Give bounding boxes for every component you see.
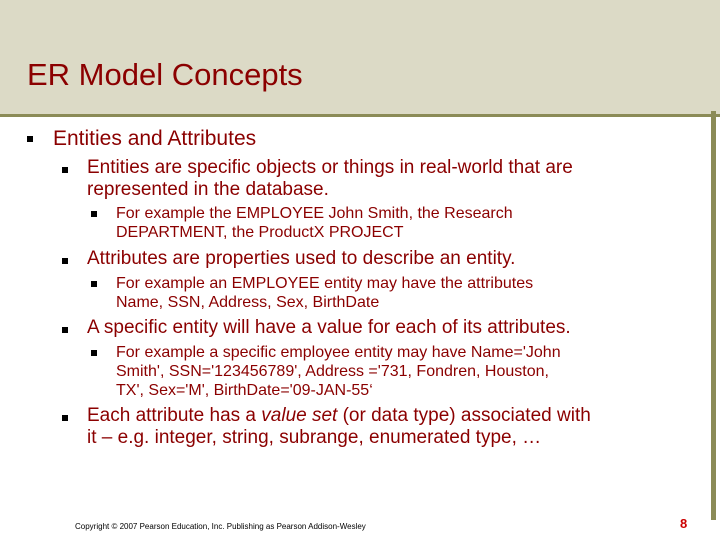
title-divider xyxy=(0,114,720,117)
side-accent-bar xyxy=(711,111,716,520)
bullet-example-attributes-line1: For example an EMPLOYEE entity may have the attributes xyxy=(116,275,534,292)
bullet-marker xyxy=(62,258,68,264)
value-set-emphasis: value set xyxy=(261,405,338,426)
bullet-marker xyxy=(91,281,97,287)
bullet-marker xyxy=(91,211,97,217)
bullet-marker xyxy=(62,415,68,421)
bullet-marker xyxy=(62,327,68,333)
page-number: 8 xyxy=(680,516,688,531)
bullet-specific-entity: A specific entity will have a value for each of its attributes. xyxy=(87,317,571,338)
bullet-entities-line2: represented in the database. xyxy=(87,179,329,200)
bullet-example-employee-line2: DEPARTMENT, the ProductX PROJECT xyxy=(116,224,404,241)
value-set-text-part2: (or data type) associated with xyxy=(337,405,591,426)
bullet-value-set-line1 xyxy=(87,405,591,427)
bullet-attributes: Attributes are properties used to describe an entity. xyxy=(87,248,516,269)
copyright-footer: Copyright © 2007 Pearson Education, Inc. Publishing as Pearson Addison-Wesley xyxy=(75,522,366,531)
bullet-entities-attributes: Entities and Attributes xyxy=(53,127,257,150)
bullet-example-values-line2: Smith', SSN='123456789', Address ='731, Fondren, Houston, xyxy=(116,363,549,380)
bullet-example-values-line1: For example a specific employee entity may have Name='John xyxy=(116,344,561,361)
bullet-example-employee-line1: For example the EMPLOYEE John Smith, the Research xyxy=(116,205,513,222)
bullet-marker xyxy=(91,350,97,356)
bullet-marker xyxy=(27,136,33,142)
value-set-text-part1: Each attribute has a xyxy=(87,405,262,426)
bullet-value-set-line2: it – e.g. integer, string, subrange, enumerated type, … xyxy=(87,427,542,448)
bullet-example-values-line3: TX', Sex='M', BirthDate='09-JAN-55‘ xyxy=(116,382,373,399)
bullet-example-attributes-line2: Name, SSN, Address, Sex, BirthDate xyxy=(116,294,380,311)
slide-title: ER Model Concepts xyxy=(27,57,303,92)
bullet-entities-line1: Entities are specific objects or things in real-world that are xyxy=(87,157,573,178)
bullet-marker xyxy=(62,167,68,173)
